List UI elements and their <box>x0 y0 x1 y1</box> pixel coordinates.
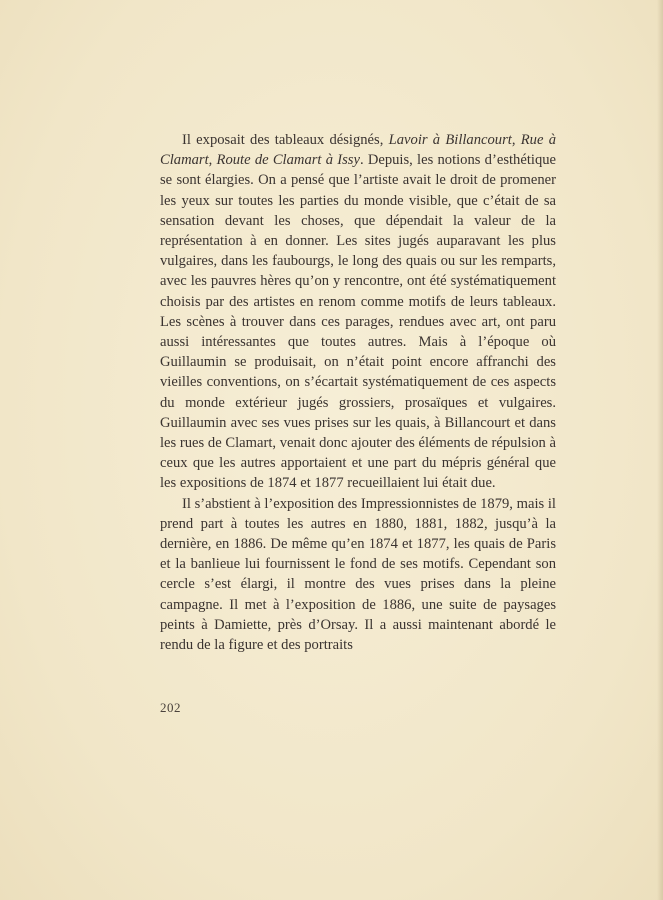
paragraph-1-separator-1: , <box>511 132 521 148</box>
paragraph-1-rest: . Depuis, les notions d’esthétique se sont élargies. On a pensé que l’artiste avait le droit de promener les yeux sur toutes les parties du monde visible, que c’était de sa sensation devant les choses, que dépendait la valeur de la représentation à en donner. Les sites jugés auparavant les plus vulgaires, dans les faubourgs, le long des quais ou sur les remparts, avec les pauvres hères qu’on y rencontre, ont été systématiquement choisis par des artistes en renom comme motifs de leurs tableaux. Les scènes à trouver dans ces parages, rendues avec art, ont paru aussi intéressantes que toutes autres. Mais à l’époque où Guillaumin se produisait, on n’était point encore affranchi des vieilles conventions, on s’écartait systématiquement de ces aspects du monde extérieur jugés grossiers, prosaïques et vulgaires. Guillaumin avec ses vues prises sur les quais, à Billancourt et dans les rues de Clamart, venait donc ajouter des éléments de répulsion à ceux que les autres apportaient et une part du mépris général que les expositions de 1874 et 1877 recueillaient lui était due. <box>160 152 557 492</box>
paragraph-2: Il s’abstient à l’exposition des Impressionnistes de 1879, mais il prend part à toutes les autres en 1880, 1881, 1882, jusqu’à la dernière, en 1886. De même qu’en 1874 et 1877, les quais de Paris et la banlieue lui fournissent le fond de ses motifs. Cependant son cercle s’est élargi, il montre des vues prises dans la pleine campagne. Il met à l’exposition de 1886, une suite de paysages peints à Damiette, près d’Orsay. Il a aussi maintenant abordé le rendu de la figure et des portraits <box>160 495 556 654</box>
body-text <box>160 130 556 655</box>
artwork-title-route: Route de Clamart à Issy <box>216 152 360 169</box>
paragraph-1-separator-2: , <box>208 152 217 169</box>
artwork-title-rue: Rue à Clamart <box>160 132 556 169</box>
artwork-title-lavoir: Lavoir à Billancourt <box>388 132 512 148</box>
paragraph-1-lead: Il exposait des tableaux désignés, <box>182 132 389 148</box>
page-number: 202 <box>160 700 181 715</box>
paragraph-1 <box>160 130 556 494</box>
page-edge-shadow <box>657 0 663 900</box>
